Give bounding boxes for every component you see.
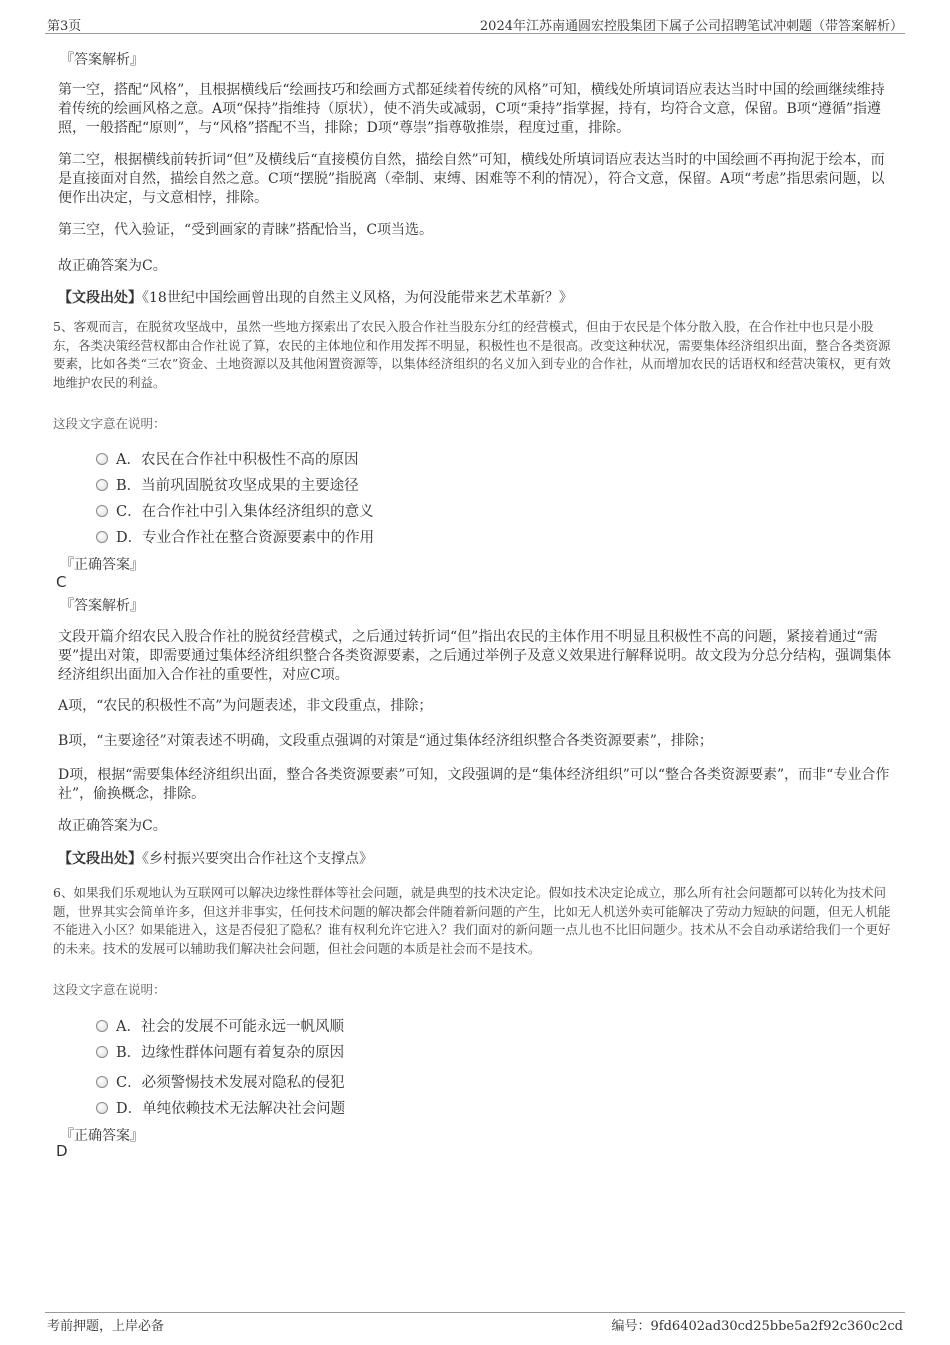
source-line: [58, 850, 893, 869]
question-6-text: 6、如果我们乐观地认为互联网可以解决边缘性群体等社会问题，就是典型的技术决定论。假如技术决定论成立，那么所有社会问题都可以转化为技术问题，世界其实会简单许多，但这并非事实，任何技术问题的解决都会伴随着新问题的产生，比如无人机送外卖可能解决了劳动力短缺的问题，但无人机能不能进入小区？如果能进入，这是否侵犯了隐私？谁有权利允许它进入？我们面对的新问题一点儿也不比旧问题少。技术从不会自动承诺给我们一个更好的未来。技术的发展可以辅助我们解决社会问题，但社会问题的本质是社会而不是技术。: [53, 885, 891, 956]
correct-answer-value: D: [56, 1142, 68, 1160]
analysis-paragraph: 文段开篇介绍农民入股合作社的脱贫经营模式，之后通过转折词“但”指出农民的主体作用不明显且积极性不高的问题，紧接着通过“需要”提出对策，即需要通过集体经济组织整合各类资源要素，之后通过举例子及意义效果进行解释说明。故文段为分总分结构，强调集体经济组织出面加入合作社的重要性，对应C项。: [58, 629, 892, 683]
question-6-option-d[interactable]: [96, 1097, 345, 1118]
analysis-conclusion: 故正确答案为C。: [58, 258, 167, 274]
source-title: 《乡村振兴要突出合作社这个支撑点》: [142, 851, 373, 867]
question-5-option-b[interactable]: [96, 474, 359, 495]
footer-divider: [45, 1312, 905, 1313]
question-5-prompt: 这段文字意在说明：: [53, 416, 166, 431]
option-label: A．社会的发展不可能永远一帆风顺: [116, 1019, 344, 1035]
option-label: A．农民在合作社中积极性不高的原因: [116, 452, 359, 468]
analysis-paragraph: B项，“主要途径”对策表述不明确，文段重点强调的对策是“通过集体经济组织整合各类资源要素”，排除；: [58, 733, 713, 749]
option-label: D．单纯依赖技术无法解决社会问题: [116, 1101, 346, 1117]
radio-button-icon[interactable]: [96, 453, 108, 465]
correct-answer-label: 『正确答案』: [60, 1128, 144, 1144]
radio-button-icon[interactable]: [96, 531, 108, 543]
question-5-option-a[interactable]: [96, 448, 358, 469]
analysis-conclusion: 故正确答案为C。: [58, 818, 167, 834]
question-5-text: 5、客观而言，在脱贫攻坚战中，虽然一些地方探索出了农民入股合作社当股东分红的经营模式，但由于农民是个体分散入股，在合作社中也只是小股东，各类决策经营权都由合作社说了算，农民的主体地位和作用发挥不明显，积极性也不是很高。改变这种状况，需要集体经济组织出面，整合各类资源要素，比如各类“三农”资金、土地资源以及其他闲置资源等，以集体经济组织的名义加入到专业的合作社，从而增加农民的话语权和经营决策权，更有效地维护农民的利益。: [53, 319, 891, 390]
radio-button-icon[interactable]: [96, 1076, 108, 1088]
radio-button-icon[interactable]: [96, 505, 108, 517]
option-label: C．必须警惕技术发展对隐私的侵犯: [116, 1075, 345, 1091]
question-5-option-d[interactable]: [96, 526, 374, 547]
radio-button-icon[interactable]: [96, 1020, 108, 1032]
correct-answer-label: 『正确答案』: [60, 557, 144, 573]
radio-button-icon[interactable]: [96, 479, 108, 491]
option-label: B．边缘性群体问题有着复杂的原因: [116, 1045, 345, 1061]
source-label: 【文段出处】: [58, 290, 142, 306]
analysis-paragraph: D项，根据“需要集体经济组织出面，整合各类资源要素”可知，文段强调的是“集体经济组织”可以“整合各类资源要素”，而非“专业合作社”，偷换概念，排除。: [58, 767, 890, 802]
analysis-paragraph: 第一空，搭配“风格”，且根据横线后“绘画技巧和绘画方式都延续着传统的风格”可知，横线处所填词语应表达当时中国的绘画继续维持着传统的绘画风格之意。A项“保持”指维持（原状），使不消失或减弱，C项“秉持”指掌握，持有，均符合文意，保留。B项“遵循”指遵照，一般搭配“原则”，与“风格”搭配不当，排除；D项“尊崇”指尊敬推崇，程度过重，排除。: [58, 82, 885, 136]
question-6-prompt: 这段文字意在说明：: [53, 982, 166, 997]
question-5-option-c[interactable]: [96, 500, 374, 521]
source-line: [58, 289, 893, 308]
option-label: B．当前巩固脱贫攻坚成果的主要途径: [116, 478, 359, 494]
analysis-paragraph: 第二空，根据横线前转折词“但”及横线后“直接模仿自然，描绘自然”可知，横线处所填词语应表达当时的中国绘画不再拘泥于绘本，而是直接面对自然，描绘自然之意。C项“摆脱”指脱离（牵制、束缚、困难等不利的情况），符合文意，保留。A项“考虑”指思索问题，以便作出决定，与文意相悖，排除。: [58, 152, 885, 206]
correct-answer-value: C: [56, 573, 67, 591]
analysis-paragraph: A项，“农民的积极性不高”为问题表述，非文段重点，排除；: [58, 698, 433, 714]
source-label: 【文段出处】: [58, 851, 142, 867]
question-6-option-c[interactable]: [96, 1071, 345, 1092]
source-title: 《18世纪中国绘画曾出现的自然主义风格，为何没能带来艺术革新？》: [142, 290, 573, 306]
option-label: D．专业合作社在整合资源要素中的作用: [116, 530, 375, 546]
document-title: 2024年江苏南通圆宏控股集团下属子公司招聘笔试冲刺题（带答案解析）: [479, 19, 903, 34]
analysis-label: 『答案解析』: [60, 52, 144, 68]
radio-button-icon[interactable]: [96, 1046, 108, 1058]
document-serial: 编号：9fd6402ad30cd25bbe5a2f92c360c2cd: [611, 1319, 903, 1334]
header-divider: [45, 33, 905, 34]
question-6-option-b[interactable]: [96, 1041, 344, 1062]
analysis-paragraph: 第三空，代入验证，“受到画家的青睐”搭配恰当，C项当选。: [58, 222, 434, 238]
option-label: C．在合作社中引入集体经济组织的意义: [116, 504, 374, 520]
analysis-label: 『答案解析』: [60, 598, 144, 614]
footer-slogan: 考前押题，上岸必备: [47, 1319, 165, 1334]
question-6-option-a[interactable]: [96, 1015, 344, 1036]
radio-button-icon[interactable]: [96, 1102, 108, 1114]
page-number: 第3页: [47, 19, 82, 34]
